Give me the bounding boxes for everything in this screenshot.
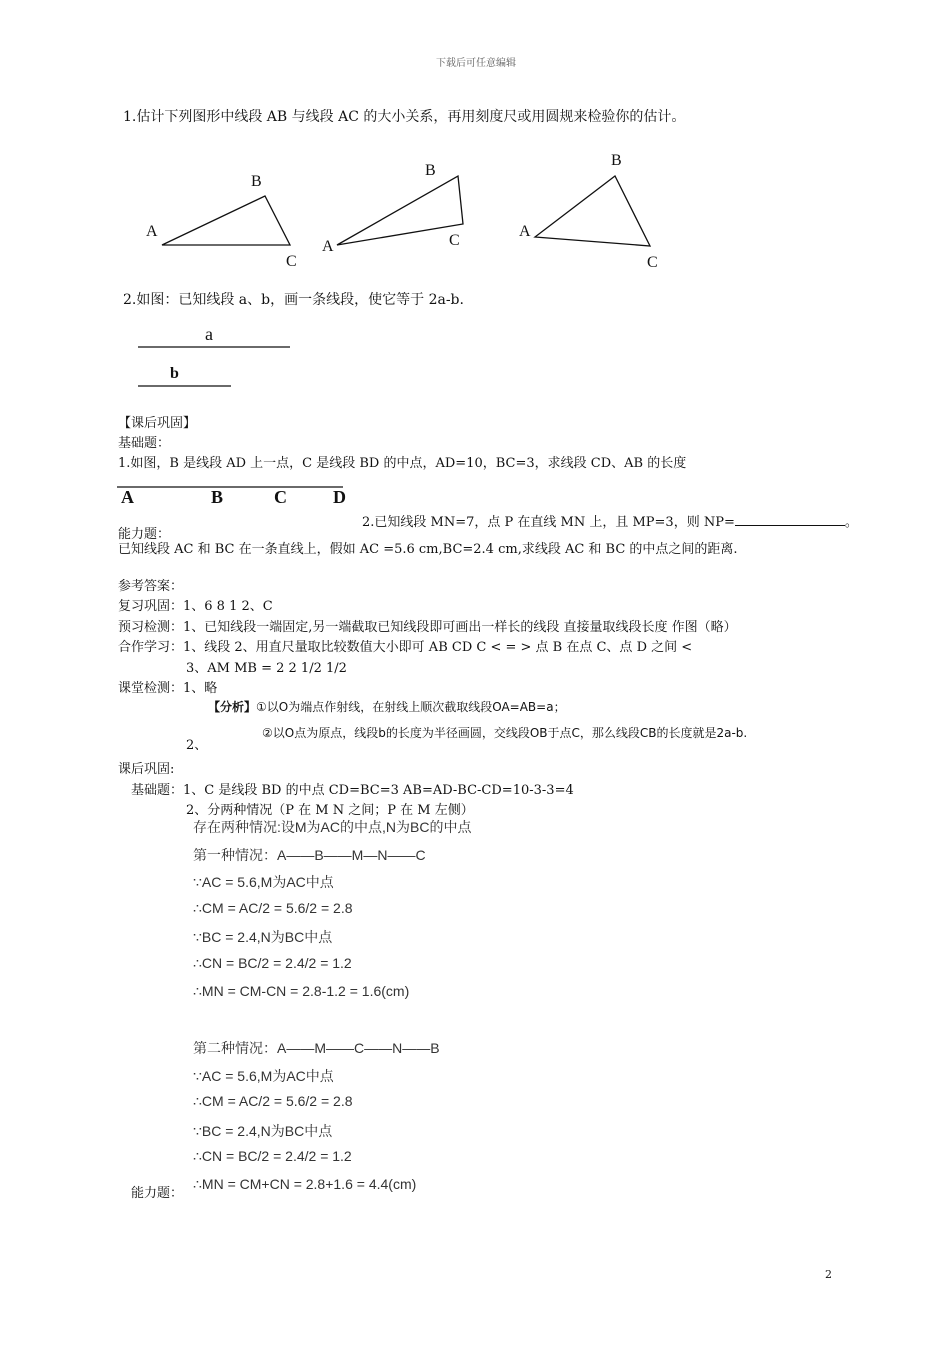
line-label-d: D bbox=[333, 487, 346, 507]
question-2: 2.如图：已知线段 a、b，画一条线段，使它等于 2a-b. bbox=[123, 292, 464, 308]
triangle-3-label-a: A bbox=[519, 223, 531, 240]
triangle-2-label-c: C bbox=[449, 232, 460, 249]
solution-case-1-line-5: ∴MN = CM-CN = 2.8-1.2 = 1.6(cm) bbox=[193, 983, 410, 999]
header-note: 下载后可任意编辑 bbox=[436, 58, 516, 69]
answer-preview: 预习检测：1、已知线段一端固定,另一端截取已知线段即可画出一样长的线段 直接量取线段长度 作图（略） bbox=[118, 620, 737, 635]
segment-b-label: b bbox=[170, 365, 179, 382]
triangle-3-label-b: B bbox=[611, 152, 622, 169]
line-label-c: C bbox=[274, 487, 287, 507]
answer-basic-1: 基础题：1、C 是线段 BD 的中点 CD=BC=3 AB=AD-BC-CD=10-3-3=4 bbox=[131, 783, 574, 798]
solution-case-2-line-3: ∵BC = 2.4,N为BC中点 bbox=[193, 1123, 333, 1139]
answer-ability-label: 能力题： bbox=[131, 1186, 184, 1201]
basic-question-2-suffix: 。 bbox=[844, 515, 858, 530]
triangle-1 bbox=[162, 196, 290, 245]
solution-case-2-line-5: ∴MN = CM+CN = 2.8+1.6 = 4.4(cm) bbox=[193, 1176, 417, 1192]
basic-question-2 bbox=[362, 511, 858, 530]
answer-class-check: 课堂检测：1、略 bbox=[118, 681, 218, 696]
ability-title: 能力题： bbox=[118, 527, 171, 542]
page-number: 2 bbox=[825, 1268, 832, 1281]
solution-case-1-line-3: ∵BC = 2.4,N为BC中点 bbox=[193, 929, 333, 945]
line-label-a: A bbox=[121, 487, 134, 507]
triangle-1-label-b: B bbox=[251, 173, 262, 190]
answer-after: 课后巩固: bbox=[118, 762, 175, 777]
triangle-2-label-b: B bbox=[425, 162, 436, 179]
basic-title: 基础题： bbox=[118, 436, 171, 451]
solution-case-2-line-2: ∴CM = AC/2 = 5.6/2 = 2.8 bbox=[193, 1093, 353, 1109]
analysis-step-2: ②以O点为原点，线段b的长度为半径画圆，交线段OB于点C，那么线段CB的长度就是2a-b. bbox=[262, 726, 748, 740]
solution-case-2-line-1: ∵AC = 5.6,M为AC中点 bbox=[193, 1068, 334, 1084]
solution-case-1-line-2: ∴CM = AC/2 = 5.6/2 = 2.8 bbox=[193, 900, 353, 916]
answers-title: 参考答案： bbox=[118, 579, 184, 594]
triangle-2-label-a: A bbox=[322, 238, 334, 255]
triangle-1-label-c: C bbox=[286, 253, 297, 270]
solution-case-1-title: 第一种情况：A——B——M—N——C bbox=[193, 847, 426, 863]
solution-case-2-line-4: ∴CN = BC/2 = 2.4/2 = 1.2 bbox=[193, 1148, 352, 1164]
question-1: 1.估计下列图形中线段 AB 与线段 AC 的大小关系，再用刻度尺或用圆规来检验你的估计。 bbox=[123, 109, 686, 125]
answer-review: 复习巩固：1、6 8 1 2、C bbox=[118, 599, 273, 614]
answer-coop-1: 合作学习：1、线段 2、用直尺量取比较数值大小即可 AB CD C < = > 点 B 在点 C、点 D 之间 < bbox=[118, 640, 693, 655]
analysis-label: 【分析】 bbox=[208, 700, 257, 714]
triangle-3-label-c: C bbox=[647, 254, 658, 271]
answer-item-2: 2、 bbox=[186, 738, 208, 753]
ability-question: 已知线段 AC 和 BC 在一条直线上，假如 AC =5.6 cm,BC=2.4 cm,求线段 AC 和 BC 的中点之间的距离. bbox=[118, 542, 738, 557]
answer-coop-2: 3、AM MB = 2 2 1/2 1/2 bbox=[186, 661, 347, 676]
triangle-3 bbox=[535, 176, 650, 246]
analysis-line-1 bbox=[208, 698, 566, 715]
segment-a-label: a bbox=[205, 324, 213, 344]
solution-intro: 存在两种情况:设M为AC的中点,N为BC的中点 bbox=[193, 819, 472, 835]
solution-case-1-line-1: ∵AC = 5.6,M为AC中点 bbox=[193, 874, 334, 890]
basic-question-1: 1.如图，B 是线段 AD 上一点，C 是线段 BD 的中点，AD=10，BC=3，求线段 CD、AB 的长度 bbox=[118, 456, 687, 471]
after-class-title: 【课后巩固】 bbox=[118, 416, 197, 431]
line-label-b: B bbox=[211, 487, 224, 507]
answer-basic-2: 2、分两种情况（P 在 M N 之间；P 在 M 左侧） bbox=[186, 803, 474, 818]
triangle-1-label-a: A bbox=[146, 223, 158, 240]
analysis-step-1: ①以O为端点作射线，在射线上顺次截取线段OA=AB=a； bbox=[256, 700, 566, 714]
triangle-2 bbox=[337, 176, 463, 245]
basic-question-2-prefix: 2.已知线段 MN=7，点 P 在直线 MN 上，且 MP=3，则 NP= bbox=[362, 515, 735, 530]
solution-case-2-title: 第二种情况：A——M——C——N——B bbox=[193, 1040, 440, 1056]
answer-blank bbox=[735, 513, 845, 526]
solution-case-1-line-4: ∴CN = BC/2 = 2.4/2 = 1.2 bbox=[193, 955, 352, 971]
